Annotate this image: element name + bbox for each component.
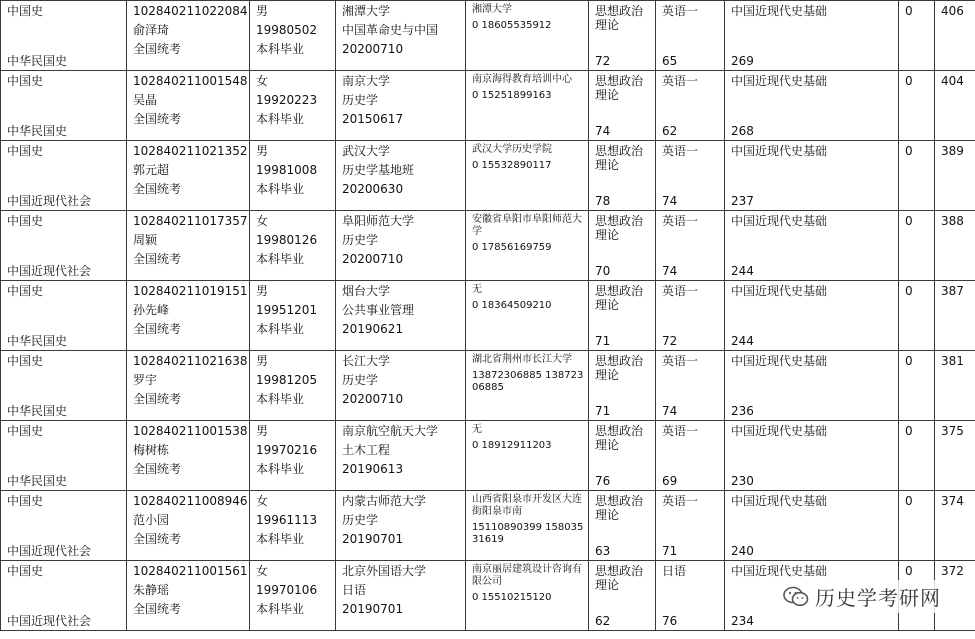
watermark xyxy=(777,580,947,613)
graduate-school: 湘潭大学 xyxy=(342,4,391,18)
research-direction: 中华民国史 xyxy=(7,54,68,68)
cell-candidate xyxy=(127,1,250,71)
language-score: 72 xyxy=(662,334,678,348)
table-row xyxy=(1,71,975,141)
table-row xyxy=(1,421,975,491)
exam-mode: 全国统考 xyxy=(133,532,182,546)
candidate-id: 102840211001538 xyxy=(133,424,248,438)
total-score: 374 xyxy=(941,494,964,508)
candidate-id: 102840211022084 xyxy=(133,4,248,18)
cell-extra xyxy=(899,1,935,71)
graduation-date: 20150617 xyxy=(342,112,404,126)
exam-mode: 全国统考 xyxy=(133,322,182,336)
professional-score: 244 xyxy=(731,264,754,278)
cell-school xyxy=(336,1,466,71)
cell-school xyxy=(336,351,466,421)
total-score: 406 xyxy=(941,4,964,18)
cell-professional xyxy=(725,281,899,351)
cell-school xyxy=(336,561,466,631)
extra-points: 0 xyxy=(905,564,913,578)
phone-number: 0 15510215120 xyxy=(472,592,552,603)
phone-number: 0 18364509210 xyxy=(472,300,552,311)
total-score: 388 xyxy=(941,214,964,228)
professional-score: 230 xyxy=(731,474,754,488)
cell-extra xyxy=(899,491,935,561)
politics-score: 78 xyxy=(595,194,611,208)
table-row xyxy=(1,281,975,351)
birth-date: 19970216 xyxy=(256,443,318,457)
total-score: 404 xyxy=(941,74,964,88)
politics-score: 63 xyxy=(595,544,611,558)
cell-politics xyxy=(589,1,656,71)
undergrad-major: 中国革命史与中国 xyxy=(342,23,439,37)
phone-number: 0 17856169759 xyxy=(472,242,552,253)
cell-professional xyxy=(725,421,899,491)
cell-language xyxy=(656,491,725,561)
cell-language xyxy=(656,421,725,491)
cell-politics xyxy=(589,281,656,351)
candidate-id: 102840211008946 xyxy=(133,494,248,508)
research-direction: 中华民国史 xyxy=(7,334,68,348)
gender: 女 xyxy=(256,214,269,228)
cell-total xyxy=(935,71,975,141)
gender: 男 xyxy=(256,144,269,158)
undergrad-major: 土木工程 xyxy=(342,443,391,457)
research-direction: 中国近现代社会 xyxy=(7,614,92,628)
candidate-id: 102840211021352 xyxy=(133,144,248,158)
total-score: 375 xyxy=(941,424,964,438)
undergrad-major: 历史学基地班 xyxy=(342,163,415,177)
subject-field: 中国史 xyxy=(7,354,44,368)
candidate-name: 俞泽琦 xyxy=(133,23,170,37)
cell-field xyxy=(1,211,127,281)
cell-candidate xyxy=(127,71,250,141)
language-subject: 英语一 xyxy=(662,354,699,368)
undergrad-major: 历史学 xyxy=(342,233,379,247)
extra-points: 0 xyxy=(905,284,913,298)
work-unit: 湘潭大学 xyxy=(472,4,512,15)
research-direction: 中华民国史 xyxy=(7,404,68,418)
graduation-date: 20200630 xyxy=(342,182,404,196)
politics-subject: 思想政治理论 xyxy=(595,214,644,242)
language-score: 74 xyxy=(662,264,678,278)
cell-candidate xyxy=(127,351,250,421)
candidate-name: 梅树栋 xyxy=(133,443,170,457)
table-row xyxy=(1,1,975,71)
cell-unit xyxy=(466,491,589,561)
professional-subject: 中国近现代史基础 xyxy=(731,564,828,578)
extra-points: 0 xyxy=(905,144,913,158)
cell-extra xyxy=(899,71,935,141)
work-unit: 安徽省阜阳市阜阳师范大学 xyxy=(472,214,582,237)
phone-number: 15110890399 15803531619 xyxy=(472,522,584,545)
cell-school xyxy=(336,71,466,141)
politics-score: 71 xyxy=(595,404,611,418)
professional-subject: 中国近现代史基础 xyxy=(731,4,828,18)
politics-subject: 思想政治理论 xyxy=(595,424,644,452)
cell-candidate xyxy=(127,561,250,631)
cell-professional xyxy=(725,71,899,141)
language-score: 76 xyxy=(662,614,678,628)
professional-subject: 中国近现代史基础 xyxy=(731,214,828,228)
professional-score: 268 xyxy=(731,124,754,138)
extra-points: 0 xyxy=(905,214,913,228)
language-score: 74 xyxy=(662,194,678,208)
cell-language xyxy=(656,141,725,211)
education-level: 本科毕业 xyxy=(256,252,305,266)
exam-mode: 全国统考 xyxy=(133,462,182,476)
undergrad-major: 历史学 xyxy=(342,93,379,107)
cell-candidate xyxy=(127,491,250,561)
candidate-id: 102840211001561 xyxy=(133,564,248,578)
cell-school xyxy=(336,421,466,491)
cell-field xyxy=(1,281,127,351)
language-subject: 英语一 xyxy=(662,494,699,508)
professional-subject: 中国近现代史基础 xyxy=(731,424,828,438)
cell-field xyxy=(1,141,127,211)
cell-school xyxy=(336,211,466,281)
cell-school xyxy=(336,281,466,351)
professional-subject: 中国近现代史基础 xyxy=(731,284,828,298)
work-unit: 武汉大学历史学院 xyxy=(472,144,552,155)
cell-total xyxy=(935,281,975,351)
subject-field: 中国史 xyxy=(7,144,44,158)
birth-date: 19961113 xyxy=(256,513,318,527)
cell-total xyxy=(935,211,975,281)
table-row xyxy=(1,211,975,281)
cell-politics xyxy=(589,421,656,491)
work-unit: 无 xyxy=(472,424,482,435)
birth-date: 19920223 xyxy=(256,93,318,107)
cell-candidate xyxy=(127,421,250,491)
candidate-name: 朱静瑶 xyxy=(133,583,170,597)
birth-date: 19970106 xyxy=(256,583,318,597)
candidate-id: 102840211019151 xyxy=(133,284,248,298)
professional-subject: 中国近现代史基础 xyxy=(731,74,828,88)
research-direction: 中华民国史 xyxy=(7,124,68,138)
cell-professional xyxy=(725,141,899,211)
subject-field: 中国史 xyxy=(7,74,44,88)
undergrad-major: 历史学 xyxy=(342,373,379,387)
professional-subject: 中国近现代史基础 xyxy=(731,354,828,368)
graduate-school: 北京外国语大学 xyxy=(342,564,427,578)
cell-unit xyxy=(466,71,589,141)
cell-politics xyxy=(589,141,656,211)
cell-personal xyxy=(250,281,336,351)
cell-extra xyxy=(899,421,935,491)
gender: 男 xyxy=(256,4,269,18)
cell-unit xyxy=(466,1,589,71)
cell-politics xyxy=(589,491,656,561)
cell-personal xyxy=(250,141,336,211)
cell-total xyxy=(935,421,975,491)
education-level: 本科毕业 xyxy=(256,112,305,126)
cell-school xyxy=(336,141,466,211)
education-level: 本科毕业 xyxy=(256,182,305,196)
graduate-school: 南京大学 xyxy=(342,74,391,88)
professional-score: 234 xyxy=(731,614,754,628)
subject-field: 中国史 xyxy=(7,564,44,578)
language-score: 74 xyxy=(662,404,678,418)
language-score: 69 xyxy=(662,474,678,488)
exam-mode: 全国统考 xyxy=(133,182,182,196)
cell-unit xyxy=(466,561,589,631)
cell-extra xyxy=(899,211,935,281)
cell-language xyxy=(656,561,725,631)
graduation-date: 20190701 xyxy=(342,532,404,546)
cell-personal xyxy=(250,421,336,491)
professional-score: 237 xyxy=(731,194,754,208)
professional-subject: 中国近现代史基础 xyxy=(731,494,828,508)
cell-professional xyxy=(725,211,899,281)
cell-personal xyxy=(250,211,336,281)
phone-number: 0 15532890117 xyxy=(472,160,552,171)
cell-field xyxy=(1,71,127,141)
politics-subject: 思想政治理论 xyxy=(595,4,644,32)
gender: 男 xyxy=(256,284,269,298)
language-subject: 日语 xyxy=(662,564,687,578)
cell-professional xyxy=(725,351,899,421)
politics-score: 74 xyxy=(595,124,611,138)
research-direction: 中华民国史 xyxy=(7,474,68,488)
candidate-name: 孙先峰 xyxy=(133,303,170,317)
candidate-id: 102840211021638 xyxy=(133,354,248,368)
cell-politics xyxy=(589,211,656,281)
graduation-date: 20200710 xyxy=(342,42,404,56)
gender: 男 xyxy=(256,424,269,438)
graduate-school: 武汉大学 xyxy=(342,144,391,158)
cell-total xyxy=(935,141,975,211)
table-row xyxy=(1,351,975,421)
subject-field: 中国史 xyxy=(7,284,44,298)
language-score: 65 xyxy=(662,54,678,68)
table-body xyxy=(1,1,975,631)
cell-candidate xyxy=(127,211,250,281)
politics-subject: 思想政治理论 xyxy=(595,284,644,312)
cell-language xyxy=(656,351,725,421)
graduate-school: 南京航空航天大学 xyxy=(342,424,439,438)
exam-mode: 全国统考 xyxy=(133,392,182,406)
graduation-date: 20200710 xyxy=(342,392,404,406)
candidate-name: 吴晶 xyxy=(133,93,158,107)
exam-mode: 全国统考 xyxy=(133,252,182,266)
gender: 女 xyxy=(256,494,269,508)
gender: 女 xyxy=(256,74,269,88)
cell-language xyxy=(656,211,725,281)
education-level: 本科毕业 xyxy=(256,532,305,546)
language-subject: 英语一 xyxy=(662,284,699,298)
cell-politics xyxy=(589,71,656,141)
politics-score: 70 xyxy=(595,264,611,278)
total-score: 372 xyxy=(941,564,964,578)
professional-subject: 中国近现代史基础 xyxy=(731,144,828,158)
candidate-name: 范小园 xyxy=(133,513,170,527)
extra-points: 0 xyxy=(905,74,913,88)
total-score: 389 xyxy=(941,144,964,158)
work-unit: 南京海得教育培训中心 xyxy=(472,74,572,85)
exam-mode: 全国统考 xyxy=(133,602,182,616)
cell-candidate xyxy=(127,281,250,351)
cell-field xyxy=(1,561,127,631)
cell-personal xyxy=(250,351,336,421)
table-row xyxy=(1,141,975,211)
cell-personal xyxy=(250,71,336,141)
professional-score: 244 xyxy=(731,334,754,348)
research-direction: 中国近现代社会 xyxy=(7,194,92,208)
cell-personal xyxy=(250,561,336,631)
phone-number: 13872306885 13872306885 xyxy=(472,370,584,393)
graduate-school: 内蒙古师范大学 xyxy=(342,494,427,508)
politics-subject: 思想政治理论 xyxy=(595,564,644,592)
candidate-name: 郭元超 xyxy=(133,163,170,177)
graduate-school: 阜阳师范大学 xyxy=(342,214,415,228)
politics-score: 72 xyxy=(595,54,611,68)
politics-subject: 思想政治理论 xyxy=(595,144,644,172)
education-level: 本科毕业 xyxy=(256,602,305,616)
professional-score: 240 xyxy=(731,544,754,558)
table-row xyxy=(1,491,975,561)
work-unit: 南京丽居建筑设计咨询有限公司 xyxy=(472,564,582,587)
professional-score: 236 xyxy=(731,404,754,418)
birth-date: 19981205 xyxy=(256,373,318,387)
cell-field xyxy=(1,491,127,561)
cell-language xyxy=(656,1,725,71)
candidate-name: 罗宇 xyxy=(133,373,158,387)
subject-field: 中国史 xyxy=(7,494,44,508)
politics-score: 71 xyxy=(595,334,611,348)
subject-field: 中国史 xyxy=(7,424,44,438)
gender: 女 xyxy=(256,564,269,578)
wechat-icon xyxy=(783,586,809,608)
cell-unit xyxy=(466,281,589,351)
cell-field xyxy=(1,1,127,71)
phone-number: 0 15251899163 xyxy=(472,90,552,101)
graduation-date: 20190613 xyxy=(342,462,404,476)
undergrad-major: 历史学 xyxy=(342,513,379,527)
total-score: 381 xyxy=(941,354,964,368)
cell-candidate xyxy=(127,141,250,211)
work-unit: 无 xyxy=(472,284,482,295)
politics-subject: 思想政治理论 xyxy=(595,74,644,102)
politics-subject: 思想政治理论 xyxy=(595,354,644,382)
graduate-school: 烟台大学 xyxy=(342,284,391,298)
extra-points: 0 xyxy=(905,4,913,18)
extra-points: 0 xyxy=(905,354,913,368)
watermark-text: 历史学考研网 xyxy=(815,586,941,610)
education-level: 本科毕业 xyxy=(256,462,305,476)
cell-politics xyxy=(589,561,656,631)
phone-number: 0 18605535912 xyxy=(472,20,552,31)
work-unit: 山西省阳泉市开发区大连街阳泉市南 xyxy=(472,494,582,517)
birth-date: 19981008 xyxy=(256,163,318,177)
cell-language xyxy=(656,281,725,351)
cell-unit xyxy=(466,351,589,421)
birth-date: 19951201 xyxy=(256,303,318,317)
cell-extra xyxy=(899,141,935,211)
extra-points: 0 xyxy=(905,424,913,438)
graduation-date: 20190701 xyxy=(342,602,404,616)
graduation-date: 20200710 xyxy=(342,252,404,266)
cell-extra xyxy=(899,351,935,421)
exam-mode: 全国统考 xyxy=(133,42,182,56)
candidate-name: 周颖 xyxy=(133,233,158,247)
language-score: 62 xyxy=(662,124,678,138)
cell-unit xyxy=(466,421,589,491)
subject-field: 中国史 xyxy=(7,214,44,228)
work-unit: 湖北省荆州市长江大学 xyxy=(472,354,572,365)
cell-personal xyxy=(250,491,336,561)
language-subject: 英语一 xyxy=(662,144,699,158)
undergrad-major: 日语 xyxy=(342,583,367,597)
graduation-date: 20190621 xyxy=(342,322,404,336)
cell-total xyxy=(935,1,975,71)
cell-total xyxy=(935,351,975,421)
cell-language xyxy=(656,71,725,141)
politics-score: 76 xyxy=(595,474,611,488)
cell-professional xyxy=(725,491,899,561)
language-subject: 英语一 xyxy=(662,214,699,228)
research-direction: 中国近现代社会 xyxy=(7,544,92,558)
total-score: 387 xyxy=(941,284,964,298)
undergrad-major: 公共事业管理 xyxy=(342,303,415,317)
cell-extra xyxy=(899,281,935,351)
education-level: 本科毕业 xyxy=(256,322,305,336)
professional-score: 269 xyxy=(731,54,754,68)
cell-politics xyxy=(589,351,656,421)
gender: 男 xyxy=(256,354,269,368)
cell-professional xyxy=(725,1,899,71)
education-level: 本科毕业 xyxy=(256,392,305,406)
cell-field xyxy=(1,351,127,421)
cell-field xyxy=(1,421,127,491)
graduate-school: 长江大学 xyxy=(342,354,391,368)
cell-personal xyxy=(250,1,336,71)
candidate-id: 102840211017357 xyxy=(133,214,248,228)
cell-total xyxy=(935,491,975,561)
language-subject: 英语一 xyxy=(662,74,699,88)
cell-school xyxy=(336,491,466,561)
education-level: 本科毕业 xyxy=(256,42,305,56)
language-subject: 英语一 xyxy=(662,4,699,18)
cell-unit xyxy=(466,211,589,281)
politics-subject: 思想政治理论 xyxy=(595,494,644,522)
language-score: 71 xyxy=(662,544,678,558)
extra-points: 0 xyxy=(905,494,913,508)
cell-unit xyxy=(466,141,589,211)
candidate-id: 102840211001548 xyxy=(133,74,248,88)
subject-field: 中国史 xyxy=(7,4,44,18)
birth-date: 19980502 xyxy=(256,23,318,37)
birth-date: 19980126 xyxy=(256,233,318,247)
exam-mode: 全国统考 xyxy=(133,112,182,126)
research-direction: 中国近现代社会 xyxy=(7,264,92,278)
language-subject: 英语一 xyxy=(662,424,699,438)
politics-score: 62 xyxy=(595,614,611,628)
phone-number: 0 18912911203 xyxy=(472,440,552,451)
